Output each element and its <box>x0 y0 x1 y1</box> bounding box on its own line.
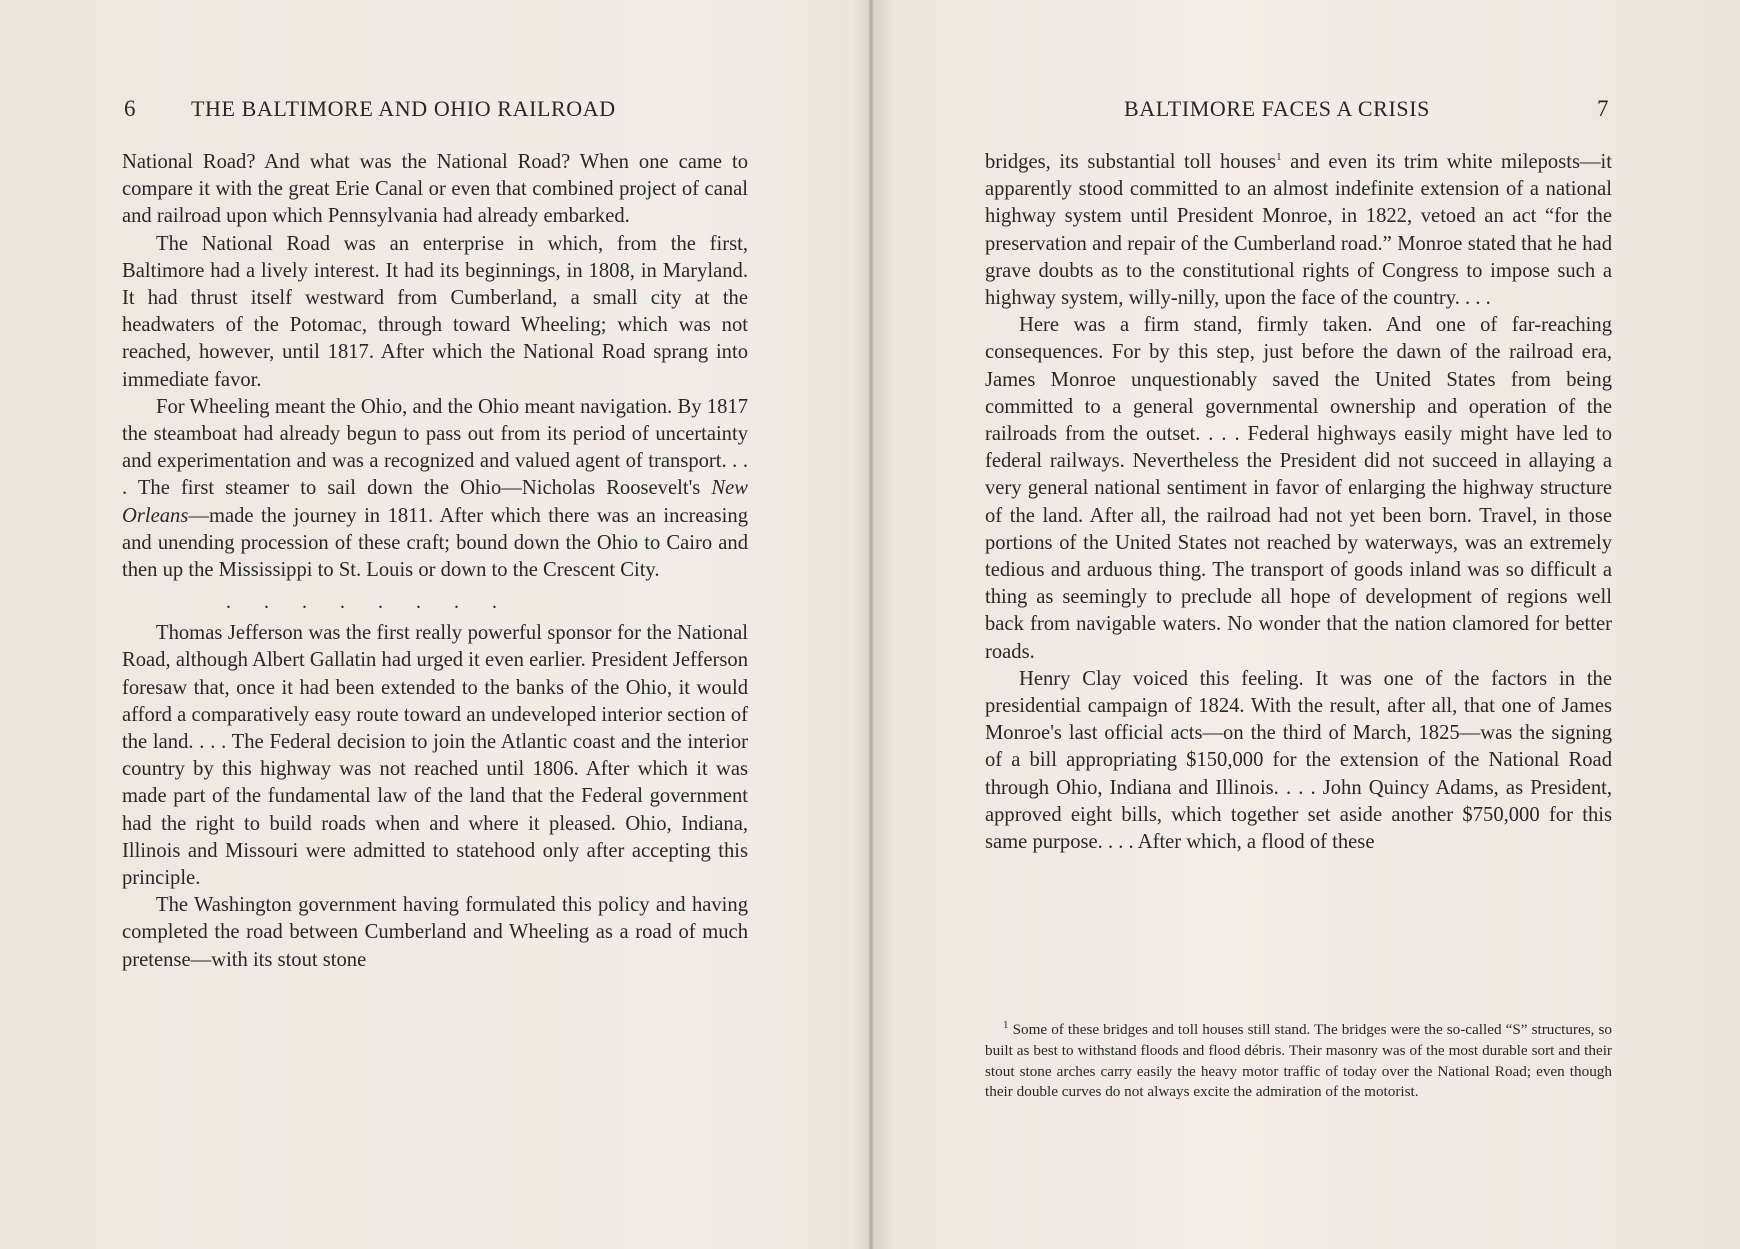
left-page <box>0 0 868 1249</box>
paragraph: The Washington government having formulated this policy and having completed the road between Cumberland and Wheeling as a road of much pretense—with its stout stone <box>122 894 748 971</box>
paragraph: Henry Clay voiced this feeling. It was one of the factors in the presidential campaign of 1824. With the result, after all, that one of James Monroe's last official acts—on the third of March, 1825—was the signing of a bill appropriating $150,000 for the extension of the National Road through Ohio, Indiana and Illinois. . . . John Quincy Adams, as President, approved eight bills, which together set aside another $750,000 for this same purpose. . . . After which, a flood of these <box>985 667 1612 854</box>
paragraph <box>122 394 748 584</box>
running-head: BALTIMORE FACES A CRISIS <box>1124 96 1430 121</box>
footnote-marker: 1 <box>1003 1018 1009 1031</box>
page-number: 7 <box>1597 96 1609 121</box>
footnote <box>985 1020 1612 1103</box>
paragraph-text: For Wheeling meant the Ohio, and the Ohio meant navigation. By 1817 the steamboat had already begun to pass out from its period of uncertainty and experimentation and was a recognized and valued agent of transport. . . . The first steamer to sail down the Ohio—Nicholas Roosevelt's <box>122 395 748 500</box>
footnote-reference: 1 <box>1276 151 1282 164</box>
right-page <box>874 0 1740 1249</box>
paragraph: Thomas Jefferson was the first really powerful sponsor for the National Road, although Albert Gallatin had urged it even earlier. President Jefferson foresaw that, once it had been extended to the banks of the Ohio, it would afford a comparatively easy route toward an undeveloped interior section of the land. . . . The Federal decision to join the Atlantic coast and the interior country by this highway was not reached until 1806. After which it was made part of the fundamental law of the land that the Federal government had the right to build roads when and where it pleased. Ohio, Indiana, Illinois and Missouri were admitted to statehood only after accepting this principle. <box>122 622 748 890</box>
paragraph: The National Road was an enterprise in which, from the first, Baltimore had a lively interest. It had its beginnings, in 1808, in Maryland. It had thrust itself westward from Cumberland, a small city at the headwaters of the Potomac, through toward Wheeling; which was not reached, however, until 1817. After which the National Road sprang into immediate favor. <box>122 232 748 391</box>
paragraph-text: and even its trim white mileposts—it apparently stood committed to an almost indefinite extension of a national highway system until President Monroe, in 1822, vetoed an act “for the preservation and repair of the Cumberland road.” Monroe stated that he had grave doubts as to the constitutional rights of Congress to impose such a highway system, willy-nilly, upon the face of the country. . . . <box>985 151 1613 310</box>
paragraph-text: —made the journey in 1811. After which there was an increasing and unending procession of these craft; bound down the Ohio to Cairo and then up the Mississippi to St. Louis or down to the Crescent City. <box>122 504 748 582</box>
footnote-text: Some of these bridges and toll houses still stand. The bridges were the so-called “S” structures, so built as best to withstand floods and flood débris. Their masonry was of the most durable sort and their stout stone arches carry easily the heavy motor traffic of today over the National Road; even though their double curves do not always excite the admiration of the motorist. <box>985 1021 1613 1101</box>
paragraph: National Road? And what was the National Road? When one came to compare it with the great Erie Canal or even that combined project of canal and railroad upon which Pennsylvania had already embarked. <box>122 151 748 228</box>
paragraph: Here was a firm stand, firmly taken. And one of far-reaching consequences. For by this step, just before the dawn of the railroad era, James Monroe unquestionably saved the United States from being committed to a general governmental ownership and operation of the railroads from the outset. . . . Federal highways easily might have led to federal railways. Nevertheless the President did not succeed in allaying a very general national sentiment in favor of enlarging the highway structure of the land. After all, the railroad had not yet been born. Travel, in those portions of the United States not reached by waterways, was an extremely tedious and arduous thing. The transport of goods inland was so difficult a thing as seemingly to preclude all hope of development of regions well back from navigable waters. No wonder that the nation clamored for better roads. <box>985 314 1612 663</box>
running-head: THE BALTIMORE AND OHIO RAILROAD <box>191 96 616 121</box>
body-text <box>985 149 1612 856</box>
page-number: 6 <box>124 96 136 121</box>
paragraph <box>985 149 1612 312</box>
ship-name-italic: New Orleans <box>122 477 748 527</box>
section-break-dots: . . . . . . . . <box>226 591 497 614</box>
paragraph-text: bridges, its substantial toll houses <box>985 151 1277 173</box>
body-text <box>122 149 748 974</box>
